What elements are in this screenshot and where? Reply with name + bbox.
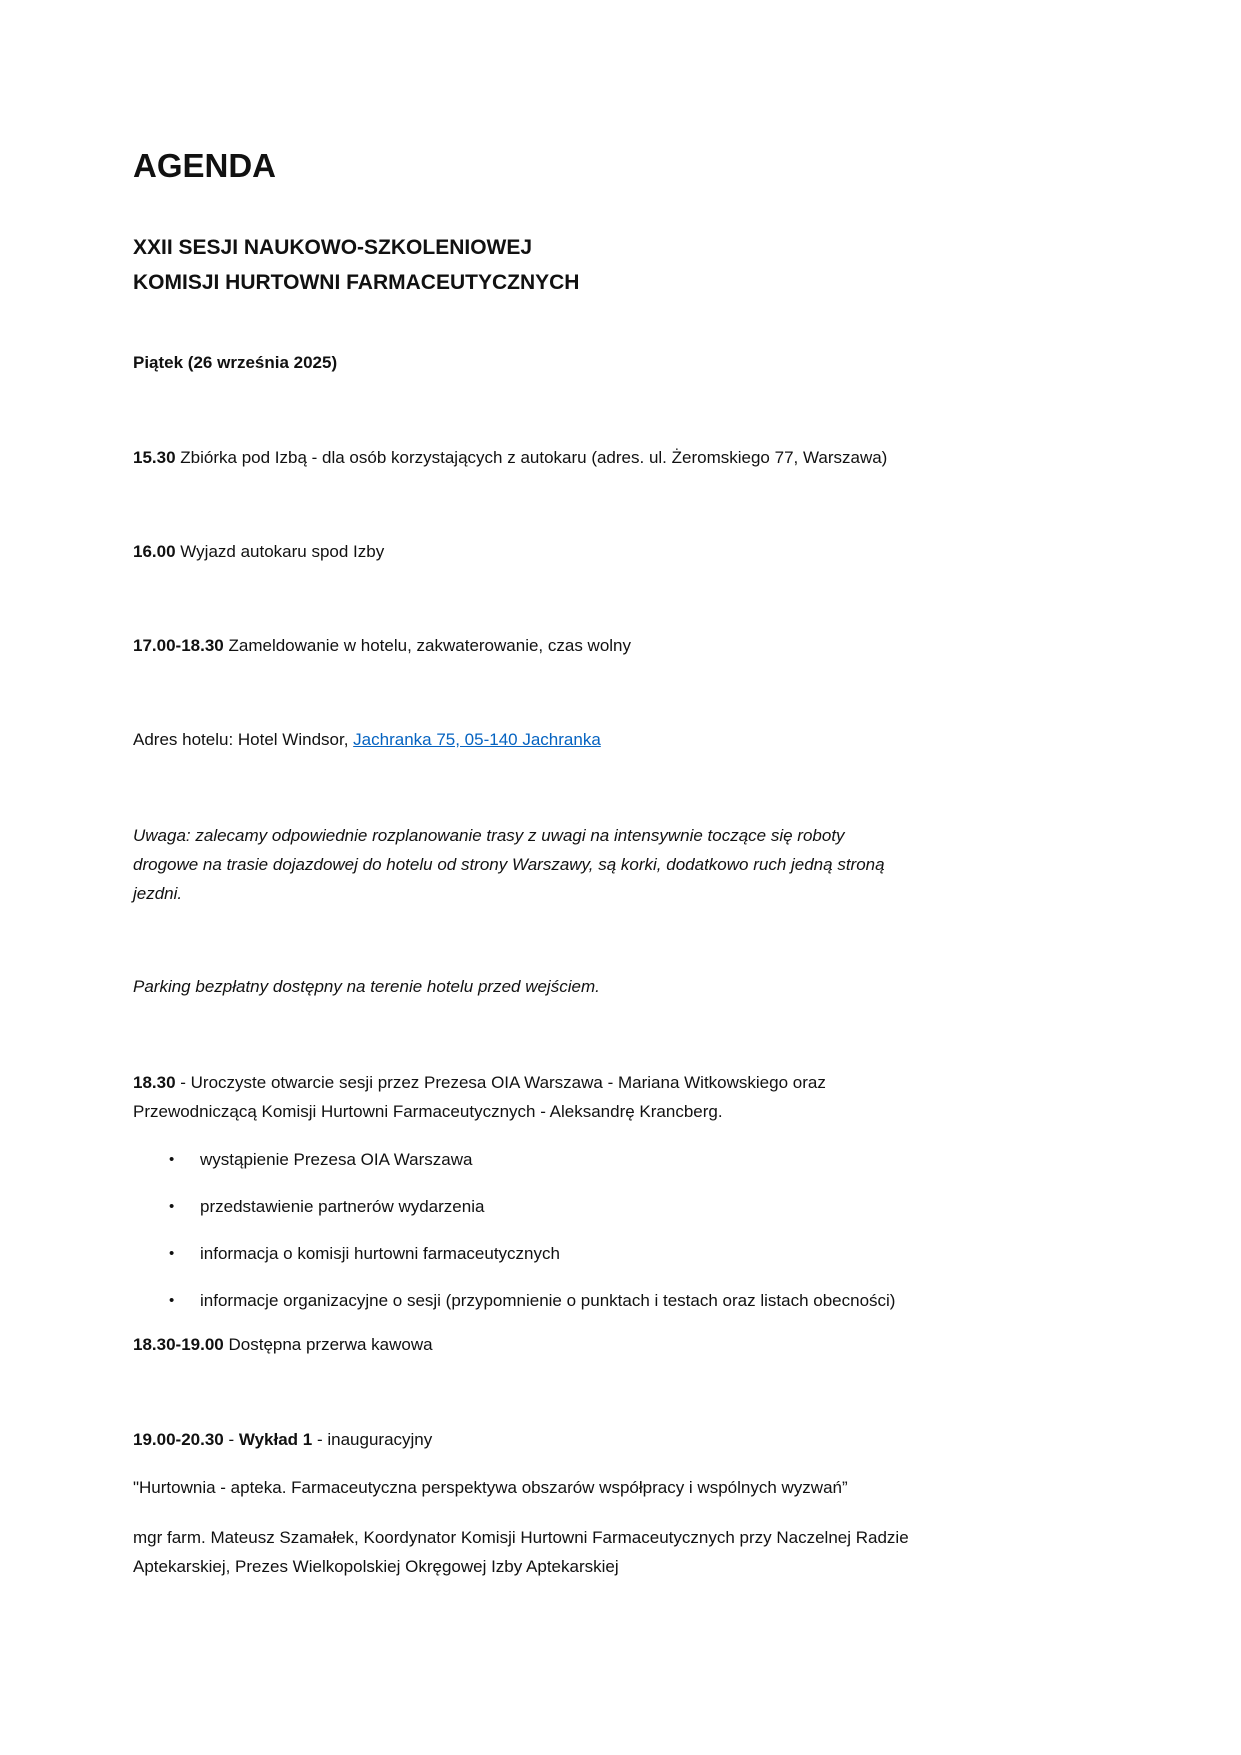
- lecture1-title: "Hurtownia - apteka. Farmaceutyczna perspektywa obszarów współpracy i wspólnych wyzwań”: [133, 1478, 848, 1497]
- roadworks-notice-line: jezdni.: [133, 884, 183, 903]
- list-item: [133, 1287, 1108, 1315]
- list-item-text: informacja o komisji hurtowni farmaceutycznych: [200, 1244, 560, 1263]
- bullet-icon: •: [169, 1292, 175, 1309]
- bullet-icon: •: [169, 1198, 175, 1215]
- lecture-label: Wykład 1: [238, 1430, 313, 1449]
- roadworks-notice-line: Uwaga: zalecamy odpowiednie rozplanowanie trasy z uwagi na intensywnie toczące się roboty: [133, 826, 845, 845]
- list-item-text: informacje organizacyjne o sesji (przypomnienie o punktach i testach oraz listach obecności): [200, 1291, 896, 1310]
- roadworks-notice-line: drogowe na trasie dojazdowej do hotelu od strony Warszawy, są korki, dodatkowo ruch jedną stroną: [133, 855, 885, 874]
- time-label: 18.30-19.00: [133, 1335, 224, 1354]
- hotel-address: [133, 726, 1108, 754]
- bullet-icon: •: [169, 1245, 175, 1262]
- list-item: [133, 1240, 1108, 1268]
- lecture-suffix: - inauguracyjny: [312, 1430, 433, 1449]
- item-text: Dostępna przerwa kawowa: [228, 1335, 433, 1354]
- list-item: [133, 1193, 1108, 1221]
- roadworks-notice: [133, 821, 1108, 908]
- time-label: 15.30: [133, 448, 176, 467]
- schedule-item-coffee: [133, 1331, 1108, 1359]
- opening-bullet-list: [133, 1146, 1108, 1315]
- bullet-icon: •: [169, 1151, 175, 1168]
- item-text: Zameldowanie w hotelu, zakwaterowanie, czas wolny: [228, 636, 632, 655]
- time-label: 16.00: [133, 542, 176, 561]
- list-item-text: wystąpienie Prezesa OIA Warszawa: [200, 1150, 473, 1169]
- speaker-line: mgr farm. Mateusz Szamałek, Koordynator Komisji Hurtowni Farmaceutycznych przy Naczelnej Radzie: [133, 1528, 909, 1547]
- schedule-item-1530: [133, 444, 1108, 472]
- hotel-address-link[interactable]: Jachranka 75, 05-140 Jachranka: [353, 730, 601, 749]
- speaker-line: Aptekarskiej, Prezes Wielkopolskiej Okręgowej Izby Aptekarskiej: [133, 1557, 619, 1576]
- opening-line2: Przewodniczącą Komisji Hurtowni Farmaceutycznych - Aleksandrę Krancberg.: [133, 1102, 723, 1121]
- schedule-item-1700: [133, 632, 1108, 660]
- time-label: 18.30: [133, 1073, 176, 1092]
- list-item-text: przedstawienie partnerów wydarzenia: [200, 1197, 485, 1216]
- session-title: [133, 230, 1108, 300]
- opening-line1-text: - Uroczyste otwarcie sesji przez Prezesa OIA Warszawa - Mariana Witkowskiego oraz: [175, 1073, 826, 1092]
- list-item: [133, 1146, 1108, 1174]
- session-title-line1: XXII SESJI NAUKOWO-SZKOLENIOWEJ: [133, 236, 533, 259]
- time-label: 17.00-18.30: [133, 636, 224, 655]
- lecture1-speaker: [133, 1523, 1108, 1581]
- schedule-item-1600: [133, 538, 1108, 566]
- schedule-item-opening: [133, 1068, 1108, 1126]
- item-text: Zbiórka pod Izbą - dla osób korzystających z autokaru (adres. ul. Żeromskiego 77, Warszawa): [180, 448, 888, 467]
- page-title: AGENDA: [133, 147, 277, 184]
- hotel-address-text: Adres hotelu: Hotel Windsor,: [133, 730, 354, 749]
- item-text: Wyjazd autokaru spod Izby: [180, 542, 385, 561]
- separator-text: -: [223, 1430, 239, 1449]
- lecture1-heading: [133, 1426, 1108, 1454]
- time-label: 19.00-20.30: [133, 1430, 224, 1449]
- day-heading: Piątek (26 września 2025): [133, 353, 338, 372]
- opening-line1: [133, 1068, 1108, 1097]
- session-title-line2: KOMISJI HURTOWNI FARMACEUTYCZNYCH: [133, 271, 580, 294]
- parking-notice: Parking bezpłatny dostępny na terenie hotelu przed wejściem.: [133, 977, 600, 996]
